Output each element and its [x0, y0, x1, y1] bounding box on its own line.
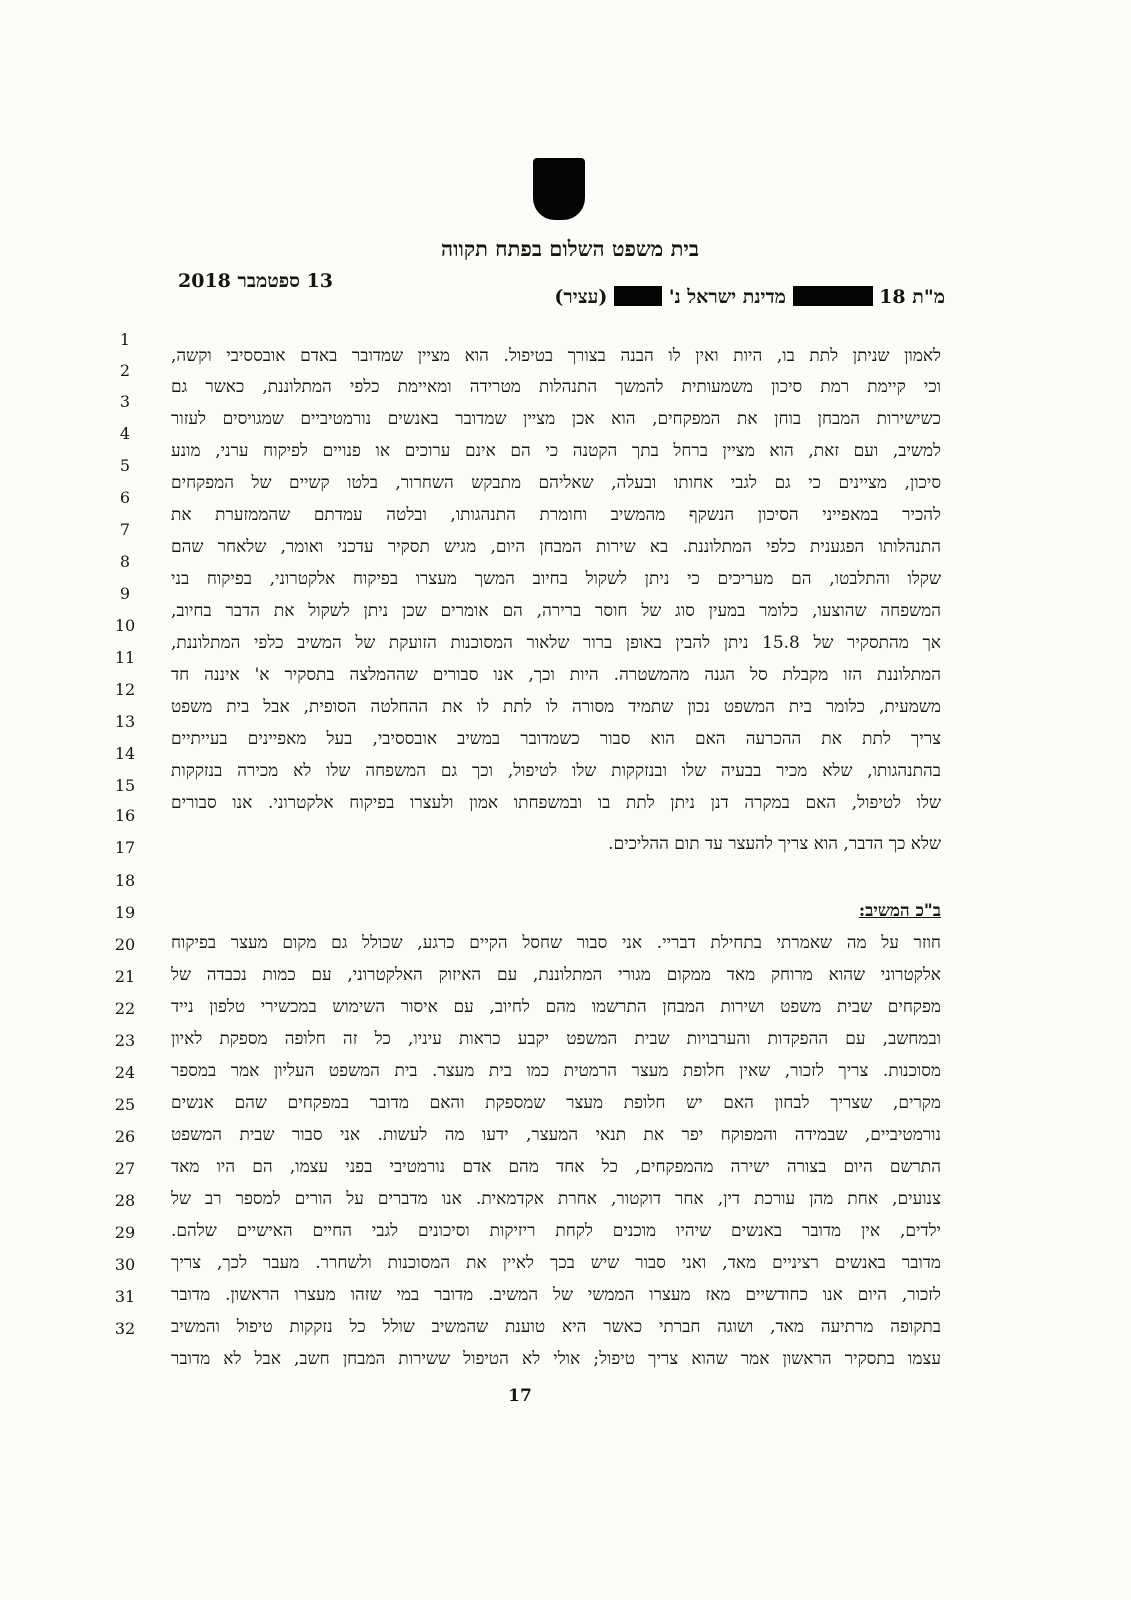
text-line: וכי קיימת רמת סיכון משמעותית להמשך התנהלות מטרידה ומאיימת כלפי המתלוננת, כאשר גם — [171, 377, 941, 397]
case-defendant-status: (עציר) — [554, 286, 608, 308]
line-number: 7 — [119, 520, 131, 539]
line-number: 2 — [119, 361, 131, 380]
line-number: 30 — [114, 1255, 136, 1274]
text-line: ילדים, אין מדובר באנשים שיהיו מוכנים לקחת ריזיקות וסיכונים לגבי החיים האישיים שלהם. — [171, 1221, 941, 1241]
line-number: 6 — [119, 488, 131, 507]
case-parties: מדינת ישראל נ' — [668, 286, 786, 308]
line-number: 11 — [114, 648, 136, 667]
line-number: 22 — [114, 999, 136, 1018]
court-emblem-redacted — [533, 158, 585, 220]
case-caption — [500, 286, 945, 309]
line-number: 5 — [119, 456, 131, 475]
text-line: מדובר באנשים רציניים מאד, ואני סבור שיש בכך לאיין את המסוכנות ולשחרר. מעבר לכך, צריך — [171, 1253, 941, 1273]
line-number: 27 — [114, 1159, 136, 1178]
line-number: 1 — [119, 330, 131, 349]
text-line: ובמחשב, עם ההפקדות והערבויות שבית המשפט יקבע כראות עיניו, כל זה חלופה מספקת לאיון — [171, 1029, 941, 1049]
case-number-prefix: מ"ת 18 — [879, 286, 945, 308]
hearing-date: 13 ספטמבר 2018 — [178, 270, 333, 292]
text-line: מסוכנות. צריך לזכור, שאין חלופת מעצר הרמטית כמו בית מעצר. בית המשפט העליון אמר במספר — [171, 1061, 941, 1081]
text-line: מקרים, שצריך לבחון האם יש חלופת מעצר שמספקת והאם מדובר במפקחים שהם אנשים — [171, 1093, 941, 1113]
line-number: 25 — [114, 1095, 136, 1114]
text-line: צריך לתת את ההכרעה האם הוא סבור כשמדובר במשיב אובססיבי, בעל מאפיינים בעייתיים — [171, 729, 941, 749]
text-line: חוזר על מה שאמרתי בתחילת דבריי. אני סבור שחסל הקיים כרגע, שכולל גם מקום מעצר בפיקוח — [171, 933, 941, 953]
line-number: 8 — [119, 552, 131, 571]
line-number: 9 — [119, 584, 131, 603]
redaction-bar — [793, 286, 873, 306]
line-number: 13 — [114, 712, 136, 731]
text-line: המתלוננת הזו מקבלת סל הגנה מהמשטרה. היות וכך, אנו סבורים שההמלצה בתסקיר א' איננה חד — [171, 665, 941, 685]
line-number: 20 — [114, 935, 136, 954]
line-number: 4 — [119, 424, 131, 443]
text-line: עצמו בתסקיר הראשון אמר שהוא צריך טיפול; אולי לא הטיפול ששירות המבחן חשב, אבל לא מדובר — [171, 1349, 941, 1369]
line-number: 17 — [114, 838, 136, 857]
redaction-bar — [614, 286, 662, 306]
line-number: 32 — [114, 1319, 136, 1338]
court-title: בית משפט השלום בפתח תקווה — [441, 236, 699, 261]
text-line: שלו לטיפול, האם במקרה דנן ניתן לתת בו ובמשפחתו אמון ולעצרו בפיקוח אלקטרוני. אנו סבורים — [171, 793, 941, 813]
line-number: 29 — [114, 1223, 136, 1242]
text-line: המשפחה שהוצעו, כלומר במעין סוג של חוסר ברירה, הם אומרים שכן ניתן לשקול את הדבר בחיוב, — [171, 601, 941, 621]
line-number: 14 — [114, 744, 136, 763]
line-number: 28 — [114, 1191, 136, 1210]
line-number: 26 — [114, 1127, 136, 1146]
text-line: להכיר במאפייני הסיכון הנשקף מהמשיב וחומרת התנהגותו, ובלטה עמדתם שהממזערת את — [171, 505, 941, 525]
text-line: התרשם היום בצורה ישירה מהמפקחים, כל אחד מהם אדם נורמטיבי בפני עצמו, הם היו מאד — [171, 1157, 941, 1177]
text-line: שלא כך הדבר, הוא צריך להעצר עד תום ההליכים. — [608, 834, 941, 854]
text-line: למשיב, ועם זאת, הוא מציין ברחל בתך הקטנה כי הם אינם ערוכים או פנויים לפיקוח ערני, מונע — [171, 441, 941, 461]
text-line: אלקטרוני שהוא מרוחק מאד ממקום מגורי המתלוננת, עם האיזוק האלקטרוני, עם כמות נכבדה של — [171, 965, 941, 985]
text-line: לאמון שניתן לתת בו, היות ואין לו הבנה בצורך בטיפול. הוא מציין שמדובר באדם אובססיבי וקשה, — [171, 346, 941, 366]
text-line: אך מהתסקיר של 15.8 ניתן להבין באופן ברור שלאור המסוכנות הזועקת של המשיב כלפי המתלוננת, — [171, 633, 941, 653]
text-line: בתקופה מרתיעה מאד, ושוגה חברתי כאשר היא טוענת שהמשיב שולל כל נזקקות טיפול והמשיב — [171, 1317, 941, 1337]
line-number: 21 — [114, 967, 136, 986]
line-number: 12 — [114, 680, 136, 699]
text-line: בהתנהגותו, שלא מכיר בבעיה שלו ובנזקקות שלו לטיפול, וכך גם המשפחה שלו לא מכירה בנזקקות — [171, 761, 941, 781]
text-line: משמעית, כלומר בית המשפט נכון שתמיד מסורה לו לתת לו את ההחלטה הסופית, אבל בית משפט — [171, 697, 941, 717]
text-line: צנועים, אחת מהן עורכת דין, אחר דוקטור, אחרת אקדמאית. אנו מדברים על הורים למספר רב של — [171, 1189, 941, 1209]
line-number: 23 — [114, 1031, 136, 1050]
line-number: 16 — [114, 806, 136, 825]
line-number: 24 — [114, 1063, 136, 1082]
line-number: 31 — [114, 1287, 136, 1306]
text-line: סיכון, מציינים כי גם לגבי אחותו ובעלה, שאליהם מתבקש השחרור, בלטו קשיים של המפקחים — [171, 473, 941, 493]
text-line: התנהלותו הפגענית כלפי המתלוננת. בא שירות המבחן היום, מגיש תסקיר עדכני ואומר, שלאחר שהם — [171, 537, 941, 557]
text-line: שקלו והתלבטו, הם מעריכים כי ניתן לשקול בחיוב המשך מעצרו בפיקוח אלקטרוני, בפיקוח בני — [171, 569, 941, 589]
text-line: לזכור, היום אנו כחודשיים מאז מעצרו הממשי של המשיב. מדובר במי שזהו מעצרו הראשון. מדובר — [171, 1285, 941, 1305]
section-heading: ב"כ המשיב: — [858, 901, 941, 921]
line-number: 19 — [114, 903, 136, 922]
text-line: מפקחים שבית משפט ושירות המבחן התרשמו מהם לחיוב, עם איסור השימוש במכשירי טלפון נייד — [171, 997, 941, 1017]
line-number: 15 — [114, 776, 136, 795]
text-line: נורמטיביים, שבמידה והמפוקח יפר את תנאי המעצר, ידעו מה לעשות. אני סבור שבית המשפט — [171, 1125, 941, 1145]
line-number: 10 — [114, 616, 136, 635]
line-number: 3 — [119, 392, 131, 411]
page-number: 17 — [508, 1386, 532, 1406]
text-line: כשישירות המבחן בוחן את המפקחים, הוא אכן מציין שמדובר באנשים נורמטיביים שמגויסים לעזור — [171, 409, 941, 429]
line-number: 18 — [114, 871, 136, 890]
